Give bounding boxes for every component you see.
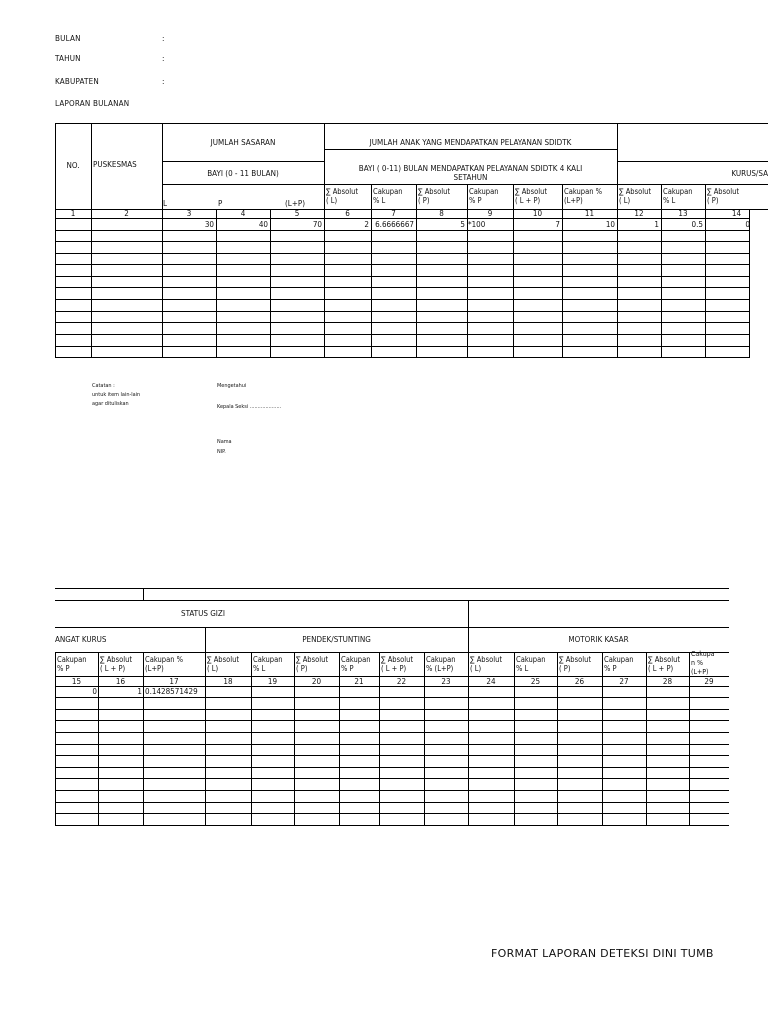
table1-col-header-line1: Cakupan	[469, 187, 499, 196]
table2-col-header-line2: ( L + P)	[100, 664, 126, 673]
bayi-sdidtk-header-line2: SETAHUN	[453, 173, 488, 182]
table2-col-header-line2: % (L+P)	[426, 664, 454, 673]
table2-col-header-line1: ∑ Absolut	[100, 655, 133, 664]
table1-col-header-line1: ∑ Absolut	[707, 187, 740, 196]
table1-data-cell: 7	[555, 220, 560, 229]
table2-col-header-line2: % P	[341, 664, 354, 673]
table1-data-cell: 5	[460, 220, 465, 229]
table2-column-number: 25	[530, 677, 541, 686]
table2-col-header-line2: ( P)	[296, 664, 308, 673]
table2-col-header-line2: % L	[516, 664, 529, 673]
table1-data-cell: 6.6666667	[375, 220, 414, 229]
table2-column-number: 23	[441, 677, 451, 686]
table2-col-header-line2: (L+P)	[145, 664, 164, 673]
table1-data-cell: 70	[312, 220, 322, 229]
table2-column-number: 17	[169, 677, 179, 686]
table1-data-cell: 0.5	[691, 220, 703, 229]
table2-col-header-line2: ( L)	[470, 664, 482, 673]
table1-col-header-line1: ∑ Absolut	[619, 187, 652, 196]
table1-col-header-line2: ( L)	[326, 196, 338, 205]
table2-column-number: 20	[311, 677, 322, 686]
table2-data-cell: 0	[92, 687, 97, 696]
table2-col-header-line1: ∑ Absolut	[648, 655, 681, 664]
table1-column-number: 2	[124, 209, 129, 218]
table2-column-number: 24	[486, 677, 496, 686]
table1-col-header-line1: Cakupan	[373, 187, 403, 196]
table2-col-header-line2: ( L)	[207, 664, 219, 673]
table1-column-number: 14	[731, 209, 742, 218]
table1-col-header-line2: % L	[663, 196, 676, 205]
table1-col-header-line1: ∑ Absolut	[418, 187, 451, 196]
table1-col-header-line1: ∑ Absolut	[515, 187, 548, 196]
table2-column-number: 18	[223, 677, 233, 686]
motorik-kasar-header: MOTORIK KASAR	[568, 635, 629, 644]
table2-col-header-line1: Cakupan	[426, 655, 456, 664]
table1-column-number: 8	[439, 209, 444, 218]
table1-column-number: 9	[487, 209, 493, 218]
table2-data-cell: 0.1428571429	[145, 687, 198, 696]
table1-col-header-line2: (L+P)	[564, 196, 583, 205]
sub-p-header: P	[218, 199, 223, 208]
table1-column-number: 7	[391, 209, 396, 218]
table2-col-header-line1: Cakupan %	[145, 655, 184, 664]
format-title: FORMAT LAPORAN DETEKSI DINI TUMB	[491, 947, 714, 960]
table1-col-header-line1: Cakupan %	[564, 187, 603, 196]
table2-col-header-line1: Cakupan	[516, 655, 546, 664]
table1-column-number: 3	[186, 209, 192, 218]
table1-data-cell: 10	[605, 220, 615, 229]
kurus-partial-header: KURUS/SA	[731, 169, 768, 178]
table1-column-number: 11	[584, 209, 595, 218]
table2-column-number: 27	[619, 677, 629, 686]
table1-column-number: 10	[532, 209, 543, 218]
table2-column-number: 26	[574, 677, 585, 686]
catatan-label: Catatan :	[92, 383, 115, 389]
no-header: NO.	[66, 161, 80, 170]
bulan-label: BULAN	[55, 34, 81, 43]
catatan-line3: agar dituliskan	[92, 401, 129, 407]
pendek-stunting-header: PENDEK/STUNTING	[302, 635, 371, 644]
table2-column-number: 15	[71, 677, 82, 686]
table1-col-header-line2: ( L)	[619, 196, 631, 205]
angat-kurus-header: ANGAT KURUS	[55, 635, 107, 644]
table2-col-header-line2: ( P)	[559, 664, 571, 673]
kabupaten-colon: :	[162, 77, 165, 86]
table2-col-header-line2: ( L + P)	[648, 664, 674, 673]
puskesmas-header: PUSKESMAS	[93, 160, 137, 169]
table2-col-header-line2: % P	[57, 664, 70, 673]
table2-col-header-line2: % L	[253, 664, 266, 673]
table2-col-header-line1: ∑ Absolut	[296, 655, 329, 664]
kabupaten-label: KABUPATEN	[55, 77, 99, 86]
nip-label: NIP.	[217, 449, 226, 455]
table2-column-number: 16	[115, 677, 126, 686]
jumlah-sasaran-header: JUMLAH SASARAN	[210, 138, 276, 147]
table1-col-header-line2: % L	[373, 196, 386, 205]
table1-data-cell: 0	[745, 220, 750, 229]
table1-column-number: 12	[634, 209, 644, 218]
tahun-label: TAHUN	[55, 54, 81, 63]
table1-col-header-line2: ( P)	[418, 196, 430, 205]
mengetahui-label: Mengetahui	[217, 383, 247, 389]
table2-col-header-line1: ∑ Absolut	[559, 655, 592, 664]
table2-col-header-line1: Cakupan	[57, 655, 87, 664]
table1-col-header-line2: % P	[469, 196, 482, 205]
table2-column-number: 29	[704, 677, 714, 686]
sub-l-header: L	[163, 199, 168, 208]
table1-column-number: 5	[294, 209, 300, 218]
table1-col-header-line1: Cakupan	[663, 187, 693, 196]
table2-column-number: 19	[267, 677, 278, 686]
table1-column-number: 1	[70, 209, 76, 218]
table1-column-number: 4	[240, 209, 246, 218]
table1-col-header-line1: ∑ Absolut	[326, 187, 359, 196]
col29-tail: (L+P)	[691, 668, 709, 676]
table1-data-cell: 2	[364, 220, 369, 229]
table1-col-header-line2: ( L + P)	[515, 196, 541, 205]
table2-column-number: 22	[396, 677, 407, 686]
table2-col-header-line1: ∑ Absolut	[207, 655, 240, 664]
table1-data-cell: 1	[654, 220, 659, 229]
table2-col-header-line1: ∑ Absolut	[381, 655, 414, 664]
table1-data-cell: 30	[204, 220, 214, 229]
table2-col-header-line2: ( L + P)	[381, 664, 407, 673]
table2-col-header-line1: Cakupan	[253, 655, 283, 664]
table2-col-header-line1: Cakupan	[604, 655, 634, 664]
status-gizi-header: STATUS GIZI	[181, 609, 225, 618]
table2-col-header-line2: n %	[691, 659, 703, 667]
nama-label: Nama	[217, 439, 232, 445]
bulan-colon: :	[162, 34, 165, 43]
bayi-0-11-header: BAYI (0 - 11 BULAN)	[207, 169, 279, 178]
table2-col-header-line1: ∑ Absolut	[470, 655, 503, 664]
kepala-seksi-label: Kepala Seksi ....................	[217, 404, 282, 410]
table2-column-number: 28	[662, 677, 673, 686]
sub-lp-header: (L+P)	[285, 199, 305, 208]
table1-column-number: 13	[678, 209, 688, 218]
jumlah-anak-header: JUMLAH ANAK YANG MENDAPATKAN PELAYANAN SDIDTK	[369, 138, 572, 147]
table2-column-number: 21	[354, 677, 364, 686]
catatan-line2: untuk item lain-lain	[92, 392, 141, 398]
bayi-sdidtk-header-line1: BAYI ( 0-11) BULAN MENDAPATKAN PELAYANAN SDIDTK 4 KALI	[358, 164, 583, 173]
table1-column-number: 6	[345, 209, 350, 218]
table2-data-cell: 1	[137, 687, 142, 696]
table1-col-header-line2: ( P)	[707, 196, 719, 205]
table1-data-cell: *100	[468, 220, 486, 229]
table2-col-header-line2: % P	[604, 664, 617, 673]
table1-data-cell: 40	[258, 220, 268, 229]
table2-col-header-line1: Cakupan	[341, 655, 371, 664]
tahun-colon: :	[162, 54, 165, 63]
report-title: LAPORAN BULANAN	[55, 99, 130, 108]
table2-col-header-line1: Cakupa	[691, 650, 715, 658]
